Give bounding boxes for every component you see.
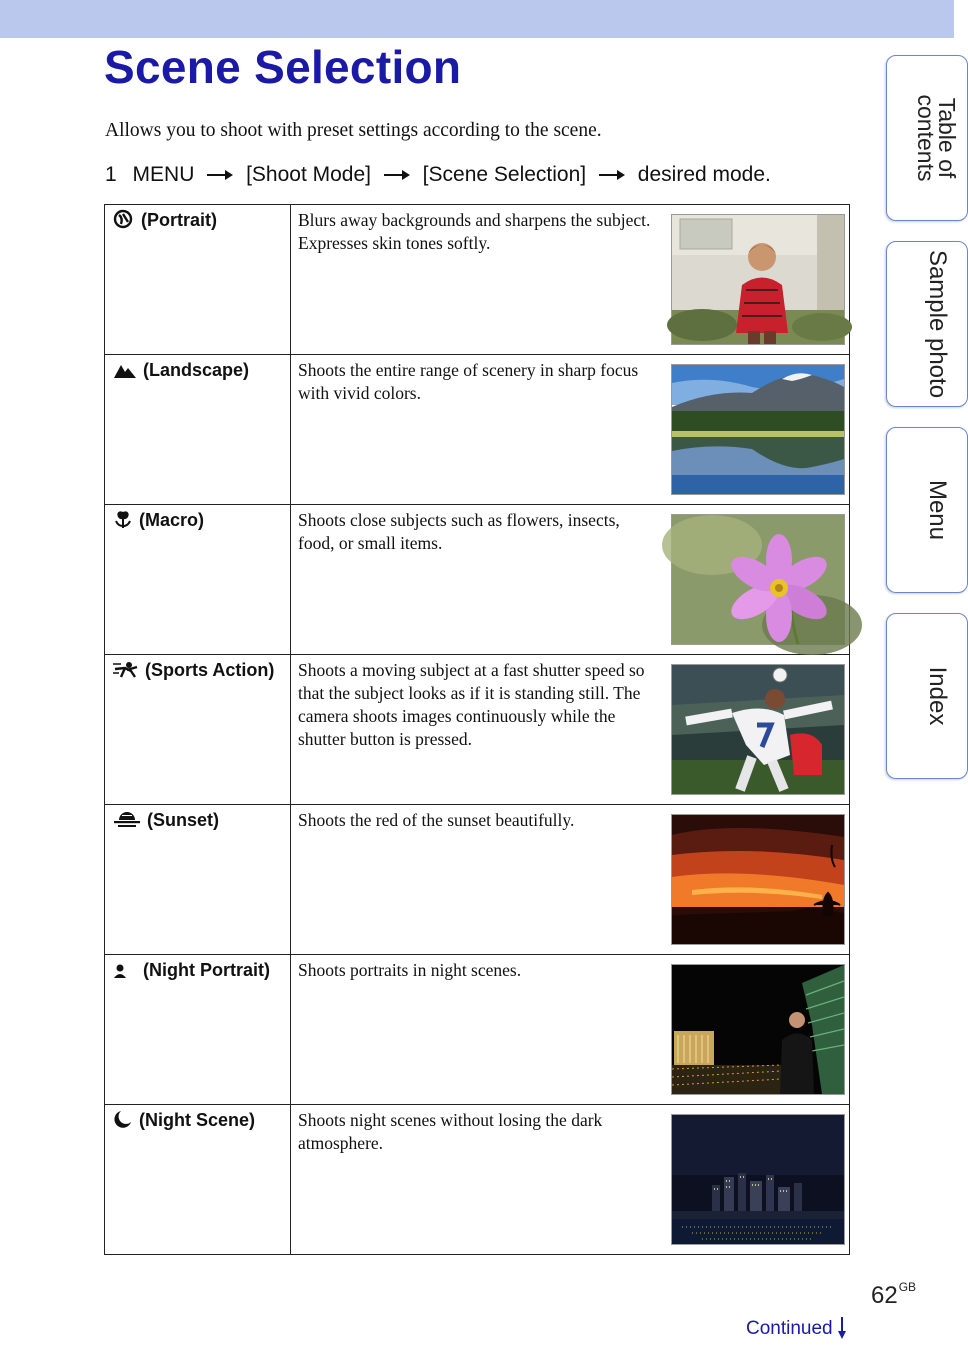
scene-description: Shoots night scenes without losing the dark atmosphere. bbox=[298, 1110, 603, 1153]
tab-label: Sample photo bbox=[924, 249, 951, 399]
arrow-right-icon bbox=[207, 163, 233, 187]
table-row bbox=[105, 805, 850, 955]
tab-label: Table of contents bbox=[913, 94, 960, 182]
table-row bbox=[105, 655, 850, 805]
night-scene-photo bbox=[671, 1114, 845, 1245]
scene-label: (Landscape) bbox=[143, 360, 250, 380]
scene-table bbox=[104, 204, 850, 1255]
tab-menu[interactable] bbox=[886, 427, 968, 593]
arrow-right-icon bbox=[599, 163, 625, 187]
table-row bbox=[105, 505, 850, 655]
step-part-desired-mode: desired mode. bbox=[637, 163, 771, 186]
scene-description: Shoots portraits in night scenes. bbox=[298, 960, 522, 980]
scene-label: (Night Scene) bbox=[139, 1110, 256, 1130]
step-part-scene-selection: [Scene Selection] bbox=[422, 163, 587, 186]
sports-action-icon bbox=[113, 661, 139, 685]
night-scene-icon bbox=[113, 1109, 133, 1135]
macro-icon bbox=[113, 509, 133, 535]
page-number-value: 62 bbox=[871, 1282, 898, 1309]
page-title: Scene Selection bbox=[104, 41, 462, 93]
tab-label: Index bbox=[924, 666, 951, 726]
scene-label: (Sports Action) bbox=[145, 660, 275, 680]
top-band bbox=[0, 0, 954, 38]
table-row bbox=[105, 955, 850, 1105]
table-row bbox=[105, 1105, 850, 1255]
step-instruction bbox=[105, 163, 771, 187]
scene-description: Shoots the entire range of scenery in sharp focus with vivid colors. bbox=[298, 360, 639, 403]
scene-description: Shoots close subjects such as flowers, insects, food, or small items. bbox=[298, 510, 620, 553]
step-part-shoot-mode: [Shoot Mode] bbox=[246, 163, 371, 186]
arrow-down-icon bbox=[837, 1317, 847, 1345]
tab-label: Menu bbox=[924, 479, 951, 541]
night-portrait-photo bbox=[671, 964, 845, 1095]
sunset-icon bbox=[113, 811, 141, 835]
night-portrait-icon bbox=[113, 959, 137, 985]
landscape-icon bbox=[113, 361, 137, 385]
step-part-menu: MENU bbox=[132, 163, 195, 186]
scene-description: Shoots a moving subject at a fast shutter speed so that the subject looks as if it is standing still. The camera shoots images continuously while the shutter button is pressed. bbox=[298, 660, 645, 749]
page-number-suffix: GB bbox=[898, 1280, 917, 1294]
tab-table-of-contents[interactable] bbox=[886, 55, 968, 221]
portrait-icon bbox=[113, 209, 135, 235]
scene-description: Shoots the red of the sunset beautifully. bbox=[298, 810, 575, 830]
continued-link[interactable] bbox=[746, 1317, 847, 1345]
scene-label: (Night Portrait) bbox=[143, 960, 270, 980]
page-number bbox=[871, 1280, 916, 1310]
table-row bbox=[105, 355, 850, 505]
scene-label: (Sunset) bbox=[147, 810, 219, 830]
portrait-photo bbox=[671, 214, 845, 345]
scene-label: (Macro) bbox=[139, 510, 205, 530]
table-row bbox=[105, 205, 850, 355]
scene-description: Blurs away backgrounds and sharpens the subject. Expresses skin tones softly. bbox=[298, 210, 651, 253]
step-number: 1 bbox=[105, 163, 117, 186]
scene-label: (Portrait) bbox=[141, 210, 217, 230]
sports-action-photo bbox=[671, 664, 845, 795]
sunset-photo bbox=[671, 814, 845, 945]
arrow-right-icon bbox=[384, 163, 410, 187]
tab-sample-photo[interactable] bbox=[886, 241, 968, 407]
landscape-photo bbox=[671, 364, 845, 495]
tab-index[interactable] bbox=[886, 613, 968, 779]
intro-text: Allows you to shoot with preset settings according to the scene. bbox=[105, 120, 602, 141]
macro-photo bbox=[671, 514, 845, 645]
continued-label: Continued bbox=[746, 1318, 833, 1339]
